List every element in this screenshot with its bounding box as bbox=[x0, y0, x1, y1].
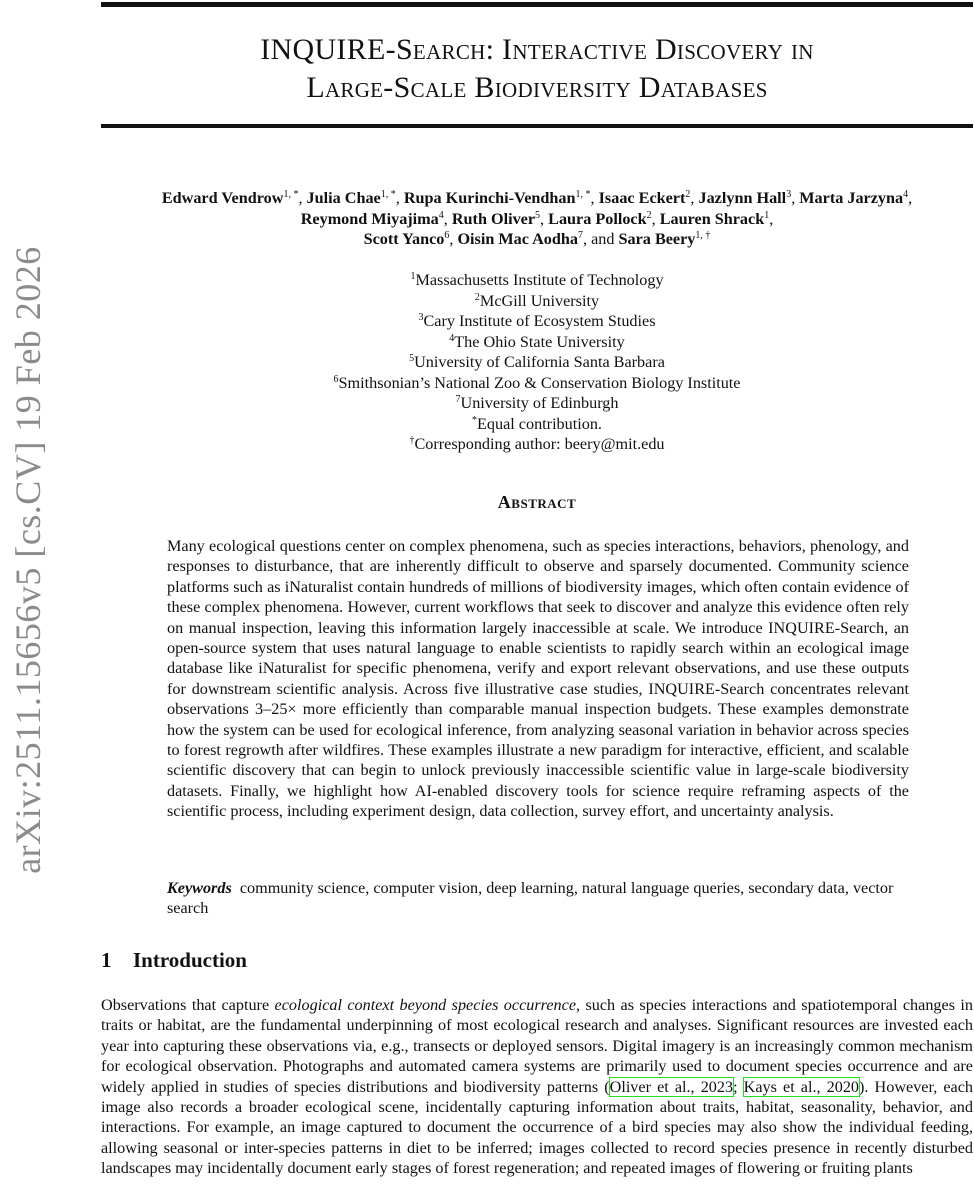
author-name: Oisin Mac Aodha bbox=[457, 230, 578, 248]
author-affil-mark: 6 bbox=[444, 230, 450, 241]
author-affil-mark: 1 bbox=[764, 209, 770, 221]
affiliation-text: Massachusetts Institute of Technology bbox=[415, 271, 664, 289]
affiliation-line bbox=[101, 373, 973, 394]
section-title: Introduction bbox=[133, 948, 247, 972]
author-affil-mark: 2 bbox=[646, 209, 652, 221]
intro-text: Observations that capture bbox=[101, 996, 275, 1014]
citation-link-oliver[interactable]: Oliver et al., 2023 bbox=[609, 1077, 734, 1096]
author-line-2 bbox=[97, 209, 974, 230]
affiliation-mark: 4 bbox=[449, 332, 455, 344]
title-line-2: Large-Scale Biodiversity Databases bbox=[306, 71, 768, 104]
author-name: Julia Chae bbox=[306, 189, 381, 207]
citation-separator: ; bbox=[733, 1077, 744, 1096]
author-affil-mark: 7 bbox=[578, 230, 583, 241]
author-name: Jazlynn Hall bbox=[698, 189, 787, 207]
equal-contribution-note bbox=[101, 414, 973, 435]
author-affil-mark: 1, * bbox=[575, 189, 591, 200]
affiliation-text: Cary Institute of Ecosystem Studies bbox=[423, 312, 656, 330]
affiliation-list bbox=[101, 270, 973, 455]
abstract-body: Many ecological questions center on complex phenomena, such as species interactions, behaviors, phenology, and responses to disturbance, that are inherently difficult to observe and sparsely documented. Community science platforms such as iNaturalist contain hundreds of millions of biodiversity images, which often contain evidence of these complex phenomena. However, current workflows that seek to discover and analyze this evidence often rely on manual inspection, leaving this information largely inaccessible at scale. We introduce INQUIRE-Search, an open-source system that uses natural language to enable scientists to rapidly search within an ecological image database like iNaturalist for specific phenomena, verify and export relevant observations, and use these outputs for downstream scientific analysis. Across five illustrative case studies, INQUIRE-Search concentrates relevant observations 3–25× more efficiently than comparable manual inspection budgets. These examples demonstrate how the system can be used for ecological inference, from analyzing seasonal variation in behavior across species to forest regrowth after wildfires. These examples illustrate a new paradigm for interactive, efficient, and scalable scientific discovery that can begin to unlock previously inaccessible scientific value in large-scale biodiversity datasets. Finally, we highlight how AI-enabled discovery tools for science require reframing aspects of the scientific process, including experiment design, data collection, survey effort, and uncertainty analysis. bbox=[167, 537, 909, 821]
author-name: Rupa Kurinchi-Vendhan bbox=[403, 189, 576, 207]
author-name: Laura Pollock bbox=[548, 209, 647, 228]
section-heading bbox=[101, 948, 973, 973]
intro-emphasis: ecological context beyond species occurrence bbox=[274, 996, 577, 1014]
author-list bbox=[97, 188, 974, 250]
affiliation-line bbox=[101, 270, 973, 291]
affiliation-mark: 2 bbox=[474, 291, 480, 303]
keywords-text: community science, computer vision, deep learning, natural language queries, secondary data, vector search bbox=[167, 879, 894, 918]
author-affil-mark: 1, * bbox=[380, 189, 396, 200]
author-separator: , bbox=[908, 189, 913, 207]
author-line-1 bbox=[97, 188, 974, 209]
author-affil-mark: 4 bbox=[903, 189, 909, 200]
title-bottom-rule bbox=[101, 124, 973, 128]
affiliation-text: McGill University bbox=[479, 291, 600, 310]
author-name: Ruth Oliver bbox=[451, 209, 536, 228]
author-affil-mark: 5 bbox=[535, 209, 541, 221]
keywords-label: Keywords bbox=[167, 879, 232, 897]
author-name: Scott Yanco bbox=[363, 230, 445, 248]
author-separator: , bbox=[690, 189, 699, 207]
affiliation-line bbox=[101, 393, 973, 414]
author-affil-mark: 2 bbox=[685, 189, 691, 200]
affiliation-mark: 1 bbox=[410, 271, 416, 282]
author-separator: , bbox=[443, 209, 452, 228]
author-separator: , bbox=[395, 189, 404, 207]
author-name: Sara Beery bbox=[618, 230, 696, 248]
author-separator: , bbox=[449, 230, 458, 248]
affiliation-text: University of California Santa Barbara bbox=[414, 353, 665, 371]
title-line-1: INQUIRE-Search: Interactive Discovery in bbox=[260, 33, 814, 66]
affiliation-mark: 5 bbox=[409, 353, 415, 364]
affiliation-mark: 3 bbox=[418, 312, 424, 323]
affiliation-text: Corresponding author: beery@mit.edu bbox=[414, 435, 665, 453]
affiliation-text: University of Edinburgh bbox=[460, 394, 619, 412]
arxiv-id: arXiv:2511.15656v5 [cs.CV] 19 Feb 2026 bbox=[8, 246, 49, 874]
author-separator: , bbox=[769, 209, 774, 228]
section-number: 1 bbox=[101, 948, 112, 972]
intro-text: ). However, each image also records a broader ecological scene, incidentally capturing information about traits, habitat, seasonality, behavior, and interactions. For example, an image captured to document the occurrence of a bird species may also show the individual feeding, allowing seasonal or inter-species patterns in diet to be inferred; images collected to record species presence in recently disturbed landscapes may incidentally document early stages of forest regeneration; and repeated images of flowering or fruiting plants bbox=[101, 1077, 974, 1178]
affiliation-line bbox=[101, 352, 973, 373]
author-separator: , bbox=[298, 189, 307, 207]
author-separator: , bbox=[791, 189, 800, 207]
affiliation-mark: 6 bbox=[333, 373, 339, 385]
author-name: Edward Vendrow bbox=[161, 189, 284, 207]
affiliation-text: Smithsonian’s National Zoo & Conservation Biology Institute bbox=[338, 373, 741, 392]
affiliation-text: Equal contribution. bbox=[477, 414, 602, 433]
keywords bbox=[167, 878, 909, 919]
title-top-rule bbox=[101, 2, 973, 7]
author-line-3 bbox=[97, 229, 974, 250]
author-separator: , bbox=[540, 209, 549, 228]
affiliation-text: The Ohio State University bbox=[454, 332, 625, 351]
abstract-heading: Abstract bbox=[497, 492, 577, 512]
affiliation-mark: * bbox=[472, 414, 477, 426]
affiliation-mark: † bbox=[409, 435, 415, 446]
author-affil-mark: 4 bbox=[438, 209, 444, 221]
paper-page bbox=[101, 0, 973, 1200]
author-affil-mark: 1, † bbox=[695, 230, 711, 241]
author-name: Isaac Eckert bbox=[598, 189, 686, 207]
intro-text: , such as species interactions and spatiotemporal changes in traits or habitat, are the fundamental underpinning of most ecological research and analyses. Significant resources are invested each year into capturing these observations via, e.g., transects or deployed sensors. Digital imagery is an increasingly common mechanism for ecological observation. Photographs and automated camera systems are primarily used to document species occurrence and are widely applied in studies of species distributions and biodiversity patterns ( bbox=[101, 996, 974, 1096]
author-separator: , bbox=[590, 189, 599, 207]
affiliation-mark: 7 bbox=[455, 394, 461, 405]
affiliation-line bbox=[101, 332, 973, 353]
corresponding-author-note bbox=[101, 434, 973, 455]
affiliation-line bbox=[101, 291, 973, 312]
intro-paragraph bbox=[101, 995, 973, 1179]
author-affil-mark: 1, * bbox=[283, 189, 299, 200]
author-name: Reymond Miyajima bbox=[300, 209, 439, 228]
paper-title bbox=[101, 31, 973, 107]
affiliation-line bbox=[101, 311, 973, 332]
author-separator: , and bbox=[583, 230, 619, 248]
arxiv-stamp bbox=[0, 190, 58, 930]
citation-link-kays[interactable]: Kays et al., 2020 bbox=[743, 1077, 860, 1096]
author-name: Marta Jarzyna bbox=[799, 189, 904, 207]
author-name: Lauren Shrack bbox=[659, 209, 765, 228]
author-affil-mark: 3 bbox=[786, 189, 792, 200]
author-separator: , bbox=[651, 209, 660, 228]
